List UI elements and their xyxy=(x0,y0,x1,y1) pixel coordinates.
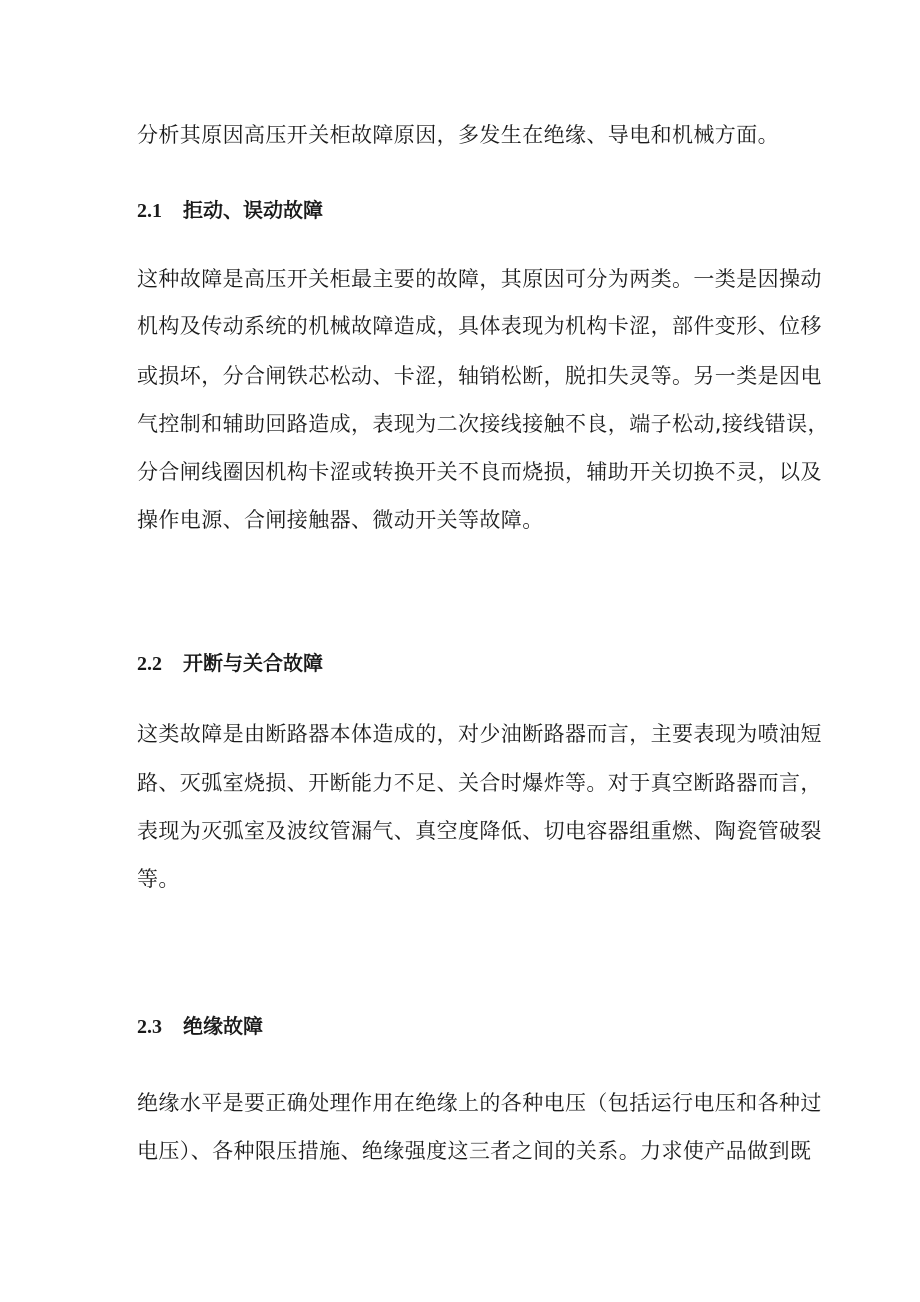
paragraph-line: 或损坏，分合闸铁芯松动、卡涩，轴销松断，脱扣失灵等。另一类是因电 xyxy=(137,364,822,388)
section-heading-2-1 xyxy=(137,195,323,226)
paragraph-line: 等。 xyxy=(137,867,180,891)
section-title: 开断与关合故障 xyxy=(183,651,323,675)
section-heading-2-2 xyxy=(137,648,323,679)
section-title: 拒动、误动故障 xyxy=(183,198,323,222)
section-number: 2.3 xyxy=(137,1016,162,1038)
paragraph-line: 气控制和辅助回路造成，表现为二次接线接触不良，端子松动,接线错误， xyxy=(137,412,829,436)
intro-paragraph: 分析其原因高压开关柜故障原因，多发生在绝缘、导电和机械方面。 xyxy=(137,123,779,147)
paragraph-line: 这种故障是高压开关柜最主要的故障，其原因可分为两类。一类是因操动 xyxy=(137,267,822,291)
paragraph-line: 表现为灭弧室及波纹管漏气、真空度降低、切电容器组重燃、陶瓷管破裂 xyxy=(137,819,822,843)
paragraph-line: 这类故障是由断路器本体造成的，对少油断路器而言，主要表现为喷油短 xyxy=(137,722,822,746)
paragraph-line: 分合闸线圈因机构卡涩或转换开关不良而烧损，辅助开关切换不灵，以及 xyxy=(137,460,822,484)
section-number: 2.1 xyxy=(137,200,162,222)
paragraph-line: 电压）、各种限压措施、绝缘强度这三者之间的关系。力求使产品做到既 xyxy=(137,1139,812,1163)
paragraph-line: 路、灭弧室烧损、开断能力不足、关合时爆炸等。对于真空断路器而言， xyxy=(137,771,822,795)
section-title: 绝缘故障 xyxy=(183,1014,263,1038)
paragraph-line: 绝缘水平是要正确处理作用在绝缘上的各种电压（包括运行电压和各种过 xyxy=(137,1091,822,1115)
section-number: 2.2 xyxy=(137,653,162,675)
section-heading-2-3 xyxy=(137,1011,263,1042)
paragraph-line: 机构及传动系统的机械故障造成，具体表现为机构卡涩，部件变形、位移 xyxy=(137,314,822,338)
paragraph-line: 操作电源、合闸接触器、微动开关等故障。 xyxy=(137,508,544,532)
